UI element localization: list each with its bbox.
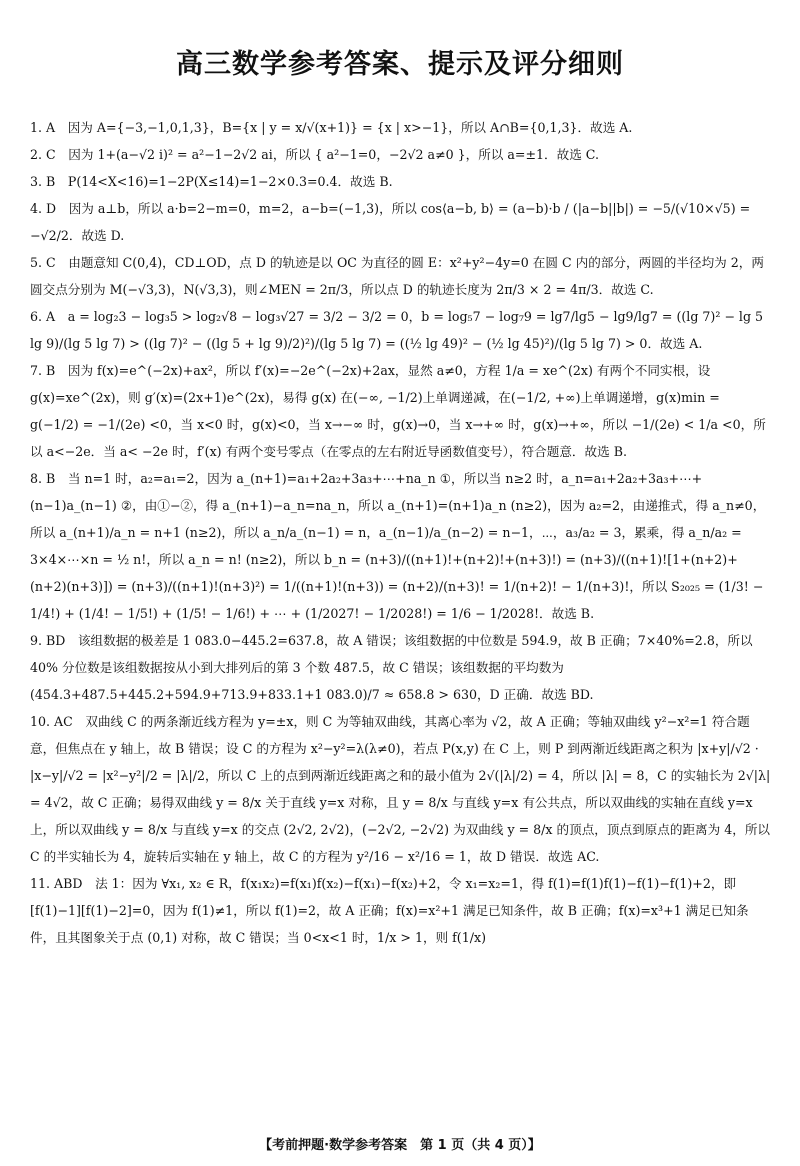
- answer-6: 6. A a = log₂3 − log₃5 > log₂√8 − log₃√27 = 3/2 − 3/2 = 0，b = log₅7 − log₇9 = lg7/lg5 − lg9/lg7 = ((lg 7)² − lg 5 lg 9)/(lg 5 lg 7) > ((lg 7)² − ((lg 5 + lg 9)/2)²)/(lg 5 lg 7) = ((½ lg 49)² − (½ lg 45)²)/(lg 5 lg 7) > 0．故选 A.: [30, 309, 764, 351]
- answer-2: 2. C 因为 1+(a−√2 i)² = a²−1−2√2 ai，所以 { a²−1=0，−2√2 a≠0 }，所以 a=±1．故选 C.: [30, 147, 599, 162]
- answer-8: 8. B 当 n=1 时，a₂=a₁=2，因为 a_(n+1)=a₁+2a₂+3a₃+⋯+na_n ①，所以当 n≥2 时，a_n=a₁+2a₂+3a₃+⋯+(n−1)a_(n−1) ②，由①−②，得 a_(n+1)−a_n=na_n，所以 a_(n+1)=(n+1)a_n (n≥2)，因为 a₂=2，由递推式，得 a_n≠0，所以 a_(n+1)/a_n = n+1 (n≥2)，所以 a_n/a_(n−1) = n，a_(n−1)/a_(n−2) = n−1，⋯，a₃/a₂ = 3，累乘，得 a_n/a₂ = 3×4×⋯×n = ½ n!，所以 a_n = n! (n≥2)，所以 b_n = (n+3)/((n+1)!+(n+2)!+(n+3)!) = (n+3)/((n+1)![1+(n+2)+(n+2)(n+3)]) = (n+3)/((n+1)!(n+3)²) = 1/((n+1)!(n+3)) = (n+2)/(n+3)! = 1/(n+2)! − 1/(n+3)!，所以 S₂₀₂₅ = (1/3! − 1/4!) + (1/4! − 1/5!) + (1/5! − 1/6!) + ⋯ + (1/2027! − 1/2028!) = 1/6 − 1/2028!．故选 B.: [30, 471, 766, 621]
- page-title: 高三数学参考答案、提示及评分细则: [176, 49, 624, 80]
- page-footer: 【考前押题·数学参考答案 第 1 页（共 4 页）】: [259, 1138, 541, 1153]
- answer-list: [30, 114, 772, 951]
- answer-4: 4. D 因为 a⊥b，所以 a·b=2−m=0，m=2，a−b=(−1,3)，所以 cos⟨a−b, b⟩ = (a−b)·b / (|a−b||b|) = −5/(√10×√5) = −√2/2．故选 D.: [30, 201, 751, 243]
- answer-11: 11. ABD 法 1：因为 ∀x₁, x₂ ∈ R，f(x₁x₂)=f(x₁)f(x₂)−f(x₁)−f(x₂)+2，令 x₁=x₂=1，得 f(1)=f(1)f(1)−f(1)−f(1)+2，即 [f(1)−1][f(1)−2]=0，因为 f(1)≠1，所以 f(1)=2，故 A 正确；f(x)=x²+1 满足已知条件，故 B 正确；f(x)=x³+1 满足已知条件，且其图象关于点 (0,1) 对称，故 C 错误；当 0<x<1 时，1/x > 1，则 f(1/x): [30, 876, 749, 945]
- answer-1: 1. A 因为 A={−3,−1,0,1,3}，B={x | y = x/√(x+1)} = {x | x>−1}，所以 A∩B={0,1,3}．故选 A.: [30, 120, 633, 135]
- answer-3: 3. B P(14<X<16)=1−2P(X≤14)=1−2×0.3=0.4．故选 B.: [30, 174, 393, 189]
- answer-7: 7. B 因为 f(x)=e^(−2x)+ax²，所以 f′(x)=−2e^(−2x)+2ax，显然 a≠0，方程 1/a = xe^(2x) 有两个不同实根，设 g(x)=xe^(2x)，则 g′(x)=(2x+1)e^(2x)，易得 g(x) 在(−∞, −1/2)上单调递减，在(−1/2, +∞)上单调递增，g(x)min = g(−1/2) = −1/(2e) <0，当 x<0 时，g(x)<0，当 x→−∞ 时，g(x)→0，当 x→+∞ 时，g(x)→+∞，所以 −1/(2e) < 1/a <0，所以 a<−2e．当 a< −2e 时，f′(x) 有两个变号零点（在零点的左右附近导函数值变号），符合题意．故选 B.: [30, 363, 766, 459]
- answer-10: 10. AC 双曲线 C 的两条渐近线方程为 y=±x，则 C 为等轴双曲线，其离心率为 √2，故 A 正确；等轴双曲线 y²−x²=1 符合题意，但焦点在 y 轴上，故 B 错误；设 C 的方程为 x²−y²=λ(λ≠0)，若点 P(x,y) 在 C 上，则 P 到两渐近线距离之积为 |x+y|/√2 · |x−y|/√2 = |x²−y²|/2 = |λ|/2，所以 C 上的点到两渐近线距离之和的最小值为 2√(|λ|/2) = 4，所以 |λ| = 8，C 的实轴长为 2√|λ| = 4√2，故 C 正确；易得双曲线 y = 8/x 关于直线 y=x 对称，且 y = 8/x 与直线 y=x 有公共点，所以双曲线的实轴在直线 y=x 上，所以双曲线 y = 8/x 与直线 y=x 的交点 (2√2, 2√2)，(−2√2, −2√2) 为双曲线 y = 8/x 的顶点，顶点到原点的距离为 4，所以 C 的半实轴长为 4，旋转后实轴在 y 轴上，故 C 的方程为 y²/16 − x²/16 = 1，故 D 错误．故选 AC.: [30, 714, 771, 864]
- answer-9: 9. BD 该组数据的极差是 1 083.0−445.2=637.8，故 A 错误；该组数据的中位数是 594.9，故 B 正确；7×40%=2.8，所以 40% 分位数是该组数据按从小到大排列后的第 3 个数 487.5，故 C 错误；该组数据的平均数为 (454.3+487.5+445.2+594.9+713.9+833.1+1 083.0)/7 ≈ 658.8 > 630，D 正确．故选 BD.: [30, 633, 753, 702]
- answer-5: 5. C 由题意知 C(0,4)，CD⊥OD，点 D 的轨迹是以 OC 为直径的圆 E：x²+y²−4y=0 在圆 C 内的部分，两圆的半径均为 2，两圆交点分别为 M(−√3,3)，N(√3,3)，则∠MEN = 2π/3，所以点 D 的轨迹长度为 2π/3 × 2 = 4π/3．故选 C.: [30, 255, 764, 297]
